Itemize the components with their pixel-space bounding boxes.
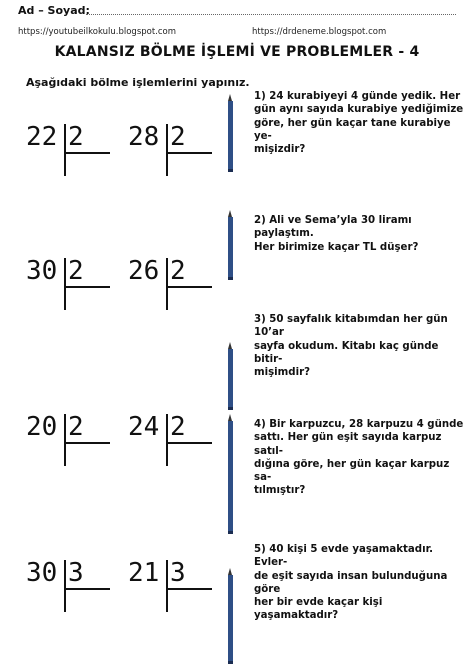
division-bar-vertical xyxy=(166,124,168,176)
problem-3: 3) 50 sayfalık kitabımdan her gün 10’ar sayfa okudum. Kitabı kaç günde bitir- mişimdir? xyxy=(254,314,448,379)
dividend: 30 xyxy=(26,558,58,588)
division-bar-vertical xyxy=(64,414,66,466)
url-left: https://youtubeilkokulu.blogspot.com xyxy=(18,27,177,37)
division-7 xyxy=(26,558,106,618)
division-bar-horizontal xyxy=(166,442,212,444)
problem-2: 2) Ali ve Sema’yla 30 liramı paylaştım. Her birimize kaçar TL düşer? xyxy=(254,215,419,253)
dividend: 28 xyxy=(128,122,160,152)
divisor: 2 xyxy=(170,256,186,286)
division-bar-horizontal xyxy=(64,442,110,444)
divisor: 2 xyxy=(170,412,186,442)
dividend: 21 xyxy=(128,558,160,588)
division-3 xyxy=(26,256,106,316)
problem-5: 5) 40 kişi 5 evde yaşamaktadır. Evler- de eşit sayıda insan bulunduğuna göre her bir evde kaçar kişi yaşamaktadır? xyxy=(254,544,448,622)
problem-1: 1) 24 kurabiyeyi 4 günde yedik. Her gün aynı sayıda kurabiye yediğimize göre, her gün kaçar tane kurabiye ye- mişizdir? xyxy=(254,91,464,156)
division-bar-horizontal xyxy=(64,152,110,154)
problem-4: 4) Bir karpuzcu, 28 karpuzu 4 günde sattı. Her gün eşit sayıda karpuz satıl- dığına göre, her gün kaçar karpuz sa- tılmıştır? xyxy=(254,419,464,497)
division-8 xyxy=(128,558,208,618)
name-field-line[interactable] xyxy=(86,14,456,15)
division-5 xyxy=(26,412,106,472)
pencil-icon xyxy=(228,568,233,664)
division-bar-horizontal xyxy=(64,286,110,288)
division-bar-horizontal xyxy=(166,286,212,288)
dividend: 24 xyxy=(128,412,160,442)
division-bar-vertical xyxy=(166,414,168,466)
divisor: 2 xyxy=(68,256,84,286)
divisor: 3 xyxy=(170,558,186,588)
dividend: 30 xyxy=(26,256,58,286)
division-bar-horizontal xyxy=(166,152,212,154)
division-6 xyxy=(128,412,208,472)
dividend: 20 xyxy=(26,412,58,442)
divisor: 3 xyxy=(68,558,84,588)
pencil-icon xyxy=(228,342,233,410)
divisor: 2 xyxy=(68,412,84,442)
name-label: Ad – Soyad: xyxy=(18,4,90,17)
division-2 xyxy=(128,122,208,182)
pencil-icon xyxy=(228,94,233,172)
divisor: 2 xyxy=(68,122,84,152)
division-bar-vertical xyxy=(64,124,66,176)
division-1 xyxy=(26,122,106,182)
page-title: KALANSIZ BÖLME İŞLEMİ VE PROBLEMLER - 4 xyxy=(54,44,420,60)
url-right: https://drdeneme.blogspot.com xyxy=(252,27,387,37)
dividend: 22 xyxy=(26,122,58,152)
division-4 xyxy=(128,256,208,316)
instruction-text: Aşağıdaki bölme işlemlerini yapınız. xyxy=(26,76,250,89)
division-bar-vertical xyxy=(64,560,66,612)
division-bar-vertical xyxy=(166,258,168,310)
pencil-icon xyxy=(228,414,233,534)
division-bar-vertical xyxy=(64,258,66,310)
division-bar-horizontal xyxy=(64,588,110,590)
division-bar-horizontal xyxy=(166,588,212,590)
division-bar-vertical xyxy=(166,560,168,612)
pencil-icon xyxy=(228,210,233,280)
dividend: 26 xyxy=(128,256,160,286)
divisor: 2 xyxy=(170,122,186,152)
